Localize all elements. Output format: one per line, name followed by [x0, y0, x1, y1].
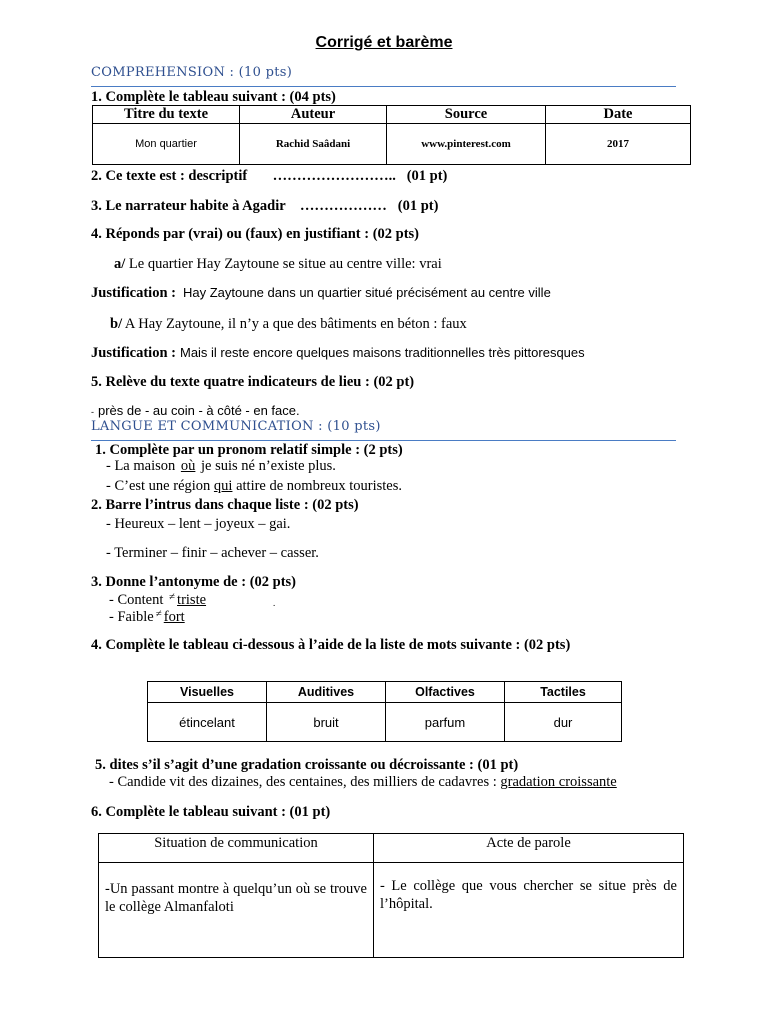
answer-a-label: a/	[114, 256, 126, 272]
section-divider	[91, 440, 676, 441]
q3-line-2-answer: fort	[163, 609, 185, 625]
langue-q3-line-1	[109, 591, 206, 609]
header-date: Date	[546, 106, 691, 124]
q1-line-2-text-end: attire de nombreux touristes.	[236, 478, 402, 494]
justification-b	[91, 344, 585, 362]
cell-olfactives: parfum	[386, 703, 505, 742]
cell-acte: - Le collège que vous chercher se situe près de l’hôpital.	[374, 863, 684, 958]
cell-titre: Mon quartier	[93, 124, 240, 165]
communication-table	[98, 833, 684, 958]
q5-text: - Candide vit des dizaines, des centaines, des milliers de cadavres :	[109, 774, 497, 790]
question-2: 2. Ce texte est : descriptif …………………….. (01 pt)	[91, 168, 448, 184]
section-divider	[91, 86, 676, 87]
q1-line-1-text-end: je suis né n’existe plus.	[201, 458, 336, 474]
justification-a-text: Hay Zaytoune dans un quartier situé précisément au centre ville	[182, 285, 551, 300]
answer-5	[91, 402, 300, 420]
langue-q2-line-1: - Heureux – lent – joyeux – gai.	[106, 516, 291, 532]
q1-line-2-answer: qui	[213, 478, 233, 494]
answer-a-text: Le quartier Hay Zaytoune se situe au centre ville: vrai	[128, 256, 442, 272]
question-3: 3. Le narrateur habite à Agadir ……………… (01 pt)	[91, 198, 439, 214]
justification-label: Justification :	[91, 345, 176, 361]
stray-dot: .	[273, 598, 276, 608]
langue-question-1: 1. Complète par un pronom relatif simple : (2 pts)	[95, 442, 403, 458]
q1-line-1-answer: où	[180, 458, 196, 474]
langue-question-6: 6. Complète le tableau suivant : (01 pt)	[91, 804, 331, 820]
answer-a	[114, 256, 442, 273]
cell-auteur: Rachid Saâdani	[240, 124, 387, 165]
cell-auditives: bruit	[267, 703, 386, 742]
langue-question-2: 2. Barre l’intrus dans chaque liste : (02 pts)	[91, 497, 359, 513]
langue-q2-line-2: - Terminer – finir – achever – casser.	[106, 545, 319, 561]
justification-label: Justification :	[91, 285, 176, 301]
cell-source: www.pinterest.com	[387, 124, 546, 165]
answer-b	[110, 316, 467, 333]
header-auteur: Auteur	[240, 106, 387, 124]
header-visuelles: Visuelles	[148, 682, 267, 703]
page-title: Corrigé et barème	[315, 34, 453, 51]
answer-b-label: b/	[110, 316, 123, 332]
q1-line-1-text: - La maison	[106, 458, 176, 474]
section-heading-langue: LANGUE ET COMMUNICATION : (10 pts)	[91, 419, 381, 434]
not-equal-icon: ≠	[155, 608, 162, 620]
q3-line-1-answer: triste	[177, 592, 207, 608]
sensations-table	[147, 681, 622, 742]
justification-b-text: Mais il reste encore quelques maisons traditionnelles très pittoresques	[179, 345, 585, 360]
answer-5-dash: -	[91, 407, 94, 417]
header-situation: Situation de communication	[99, 834, 374, 863]
langue-q3-line-2	[109, 608, 185, 626]
header-olfactives: Olfactives	[386, 682, 505, 703]
header-auditives: Auditives	[267, 682, 386, 703]
langue-question-4: 4. Complète le tableau ci-dessous à l’aide de la liste de mots suivante : (02 pts)	[91, 637, 571, 653]
header-tactiles: Tactiles	[505, 682, 622, 703]
not-equal-icon: ≠	[169, 591, 176, 603]
langue-question-5: 5. dites s’il s’agit d’une gradation croissante ou décroissante : (01 pt)	[95, 757, 519, 773]
cell-situation: -Un passant montre à quelqu’un où se trouve le collège Almanfaloti	[99, 863, 374, 958]
answer-b-text: A Hay Zaytoune, il n’y a que des bâtiments en béton : faux	[124, 316, 467, 332]
q3-line-2-text: - Faible	[109, 609, 154, 625]
q5-answer: gradation croissante	[500, 774, 617, 790]
header-acte: Acte de parole	[374, 834, 684, 863]
q1-line-2-text: - C’est une région	[106, 478, 211, 494]
cell-date: 2017	[546, 124, 691, 165]
question-4: 4. Réponds par (vrai) ou (faux) en justifiant : (02 pts)	[91, 226, 420, 242]
section-heading-comprehension: COMPREHENSION : (10 pts)	[91, 65, 293, 80]
langue-q5-answer-line	[109, 774, 617, 791]
justification-a	[91, 284, 551, 302]
answer-5-text: près de - au coin - à côté - en face.	[98, 403, 300, 418]
header-source: Source	[387, 106, 546, 124]
header-titre: Titre du texte	[93, 106, 240, 124]
cell-visuelles: étincelant	[148, 703, 267, 742]
langue-question-3: 3. Donne l’antonyme de : (02 pts)	[91, 574, 297, 590]
text-info-table	[92, 105, 691, 165]
q3-line-1-text: - Content	[109, 592, 164, 608]
langue-q1-line-1	[106, 458, 336, 475]
cell-tactiles: dur	[505, 703, 622, 742]
question-5: 5. Relève du texte quatre indicateurs de lieu : (02 pt)	[91, 374, 415, 390]
question-1: 1. Complète le tableau suivant : (04 pts)	[91, 89, 336, 105]
langue-q1-line-2	[106, 478, 402, 495]
